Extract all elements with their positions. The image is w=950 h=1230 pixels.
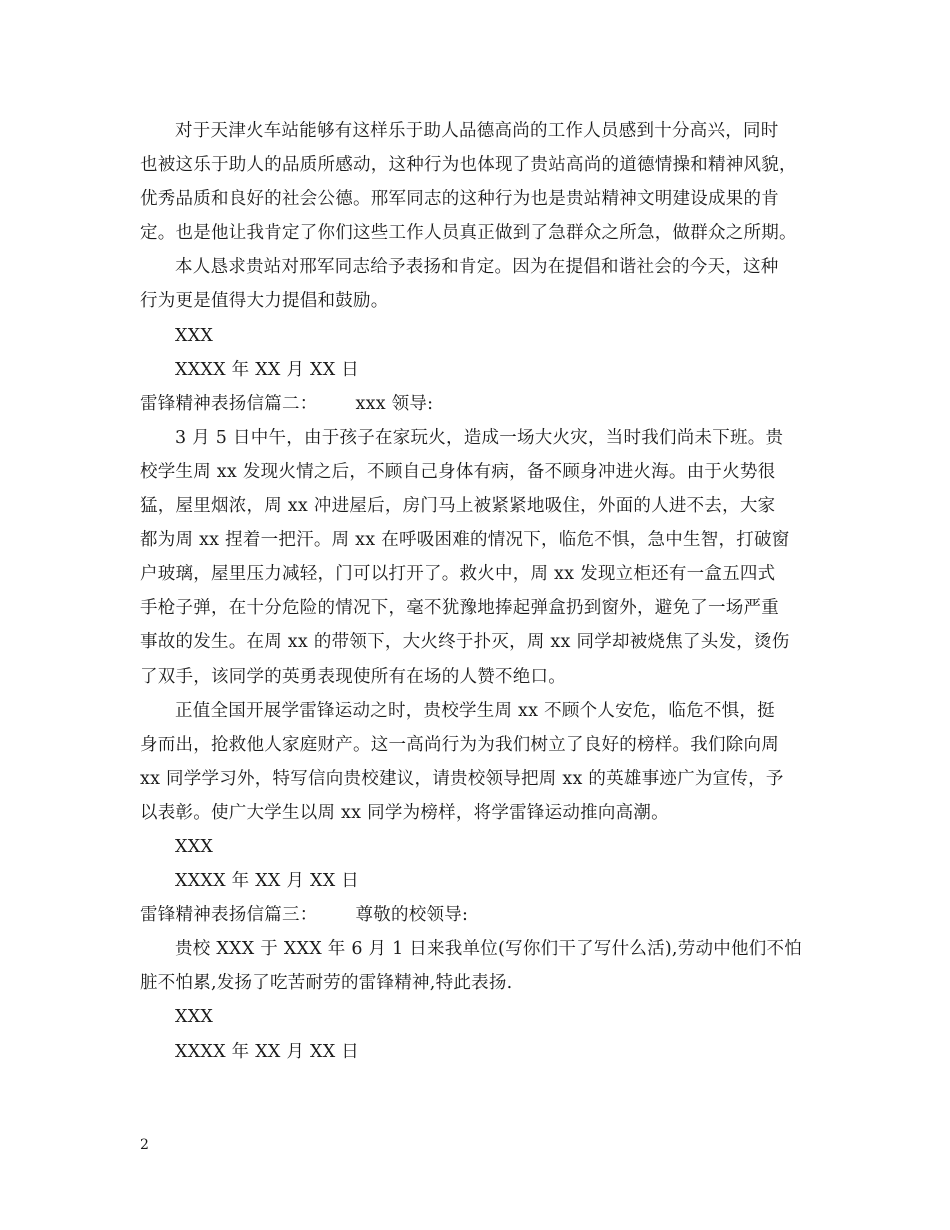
- paragraph-line: xx 同学学习外，特写信向贵校建议，请贵校领导把周 xx 的英雄事迹广为宣传，予: [140, 768, 784, 789]
- section-title: 雷锋精神表扬信篇三：: [140, 905, 318, 926]
- paragraph-line: 事故的发生。在周 xx 的带领下，大火终于扑灭，周 xx 同学却被烧焦了头发，烫伤: [140, 632, 790, 653]
- signature-name: XXX: [175, 325, 214, 346]
- signature-date: XXXX 年 XX 月 XX 日: [175, 1041, 359, 1062]
- paragraph-line: 以表彰。使广大学生以周 xx 同学为榜样，将学雷锋运动推向高潮。: [140, 802, 669, 823]
- paragraph-line: 3 月 5 日中午，由于孩子在家玩火，造成一场大火灾，当时我们尚未下班。贵: [175, 427, 784, 448]
- page-number: 2: [140, 1137, 149, 1153]
- section-heading: [140, 387, 820, 421]
- paragraph-line: 猛，屋里烟浓，周 xx 冲进屋后，房门马上被紧紧地吸住，外面的人进不去，大家: [140, 496, 776, 517]
- paragraph-line: 脏不怕累,发扬了吃苦耐劳的雷锋精神,特此表扬.: [140, 973, 513, 994]
- paragraph-line: 优秀品质和良好的社会公德。邢军同志的这种行为也是贵站精神文明建设成果的肯: [140, 189, 779, 210]
- signature-name: XXX: [175, 836, 214, 857]
- paragraph-line: 正值全国开展学雷锋运动之时，贵校学生周 xx 不顾个人安危，临危不惧，挺: [175, 700, 775, 721]
- section-title: 雷锋精神表扬信篇二：: [140, 393, 318, 414]
- paragraph-line: 了双手，该同学的英勇表现使所有在场的人赞不绝口。: [140, 666, 566, 687]
- paragraph-line: 行为更是值得大力提倡和鼓励。: [140, 291, 389, 312]
- signature-date: XXXX 年 XX 月 XX 日: [175, 871, 359, 892]
- paragraph-line: 户玻璃，屋里压力减轻，门可以打开了。救火中，周 xx 发现立柜还有一盒五四式: [140, 564, 776, 585]
- paragraph-line: 定。也是他让我肯定了你们这些工作人员真正做到了急群众之所急，做群众之所期。: [140, 223, 797, 244]
- paragraph-line: 也被这乐于助人的品质所感动，这种行为也体现了贵站高尚的道德情操和精神风貌，: [140, 155, 797, 176]
- signature-name: XXX: [175, 1007, 214, 1028]
- signature-date: XXXX 年 XX 月 XX 日: [175, 359, 359, 380]
- section-heading: [140, 898, 820, 932]
- paragraph-line: 身而出，抢救他人家庭财产。这一高尚行为为我们树立了良好的榜样。我们除向周: [140, 734, 779, 755]
- paragraph-line: 本人恳求贵站对邢军同志给予表扬和肯定。因为在提倡和谐社会的今天，这种: [175, 257, 779, 278]
- paragraph-line: 对于天津火车站能够有这样乐于助人品德高尚的工作人员感到十分高兴，同时: [175, 121, 779, 141]
- paragraph-line: 贵校 XXX 于 XXX 年 6 月 1 日来我单位(写你们干了写什么活),劳动中他们不怕: [175, 939, 802, 960]
- paragraph-line: 校学生周 xx 发现火情之后，不顾自己身体有病，备不顾身冲进火海。由于火势很: [140, 461, 776, 482]
- salutation: xxx 领导:: [355, 393, 434, 414]
- paragraph-line: 手枪子弹，在十分危险的情况下，毫不犹豫地捧起弹盒扔到窗外，避免了一场严重: [140, 598, 779, 619]
- document-body: [140, 114, 820, 1069]
- paragraph-line: 都为周 xx 捏着一把汗。周 xx 在呼吸困难的情况下，临危不惧，急中生智，打破窗: [140, 530, 790, 551]
- salutation: 尊敬的校领导:: [355, 905, 469, 926]
